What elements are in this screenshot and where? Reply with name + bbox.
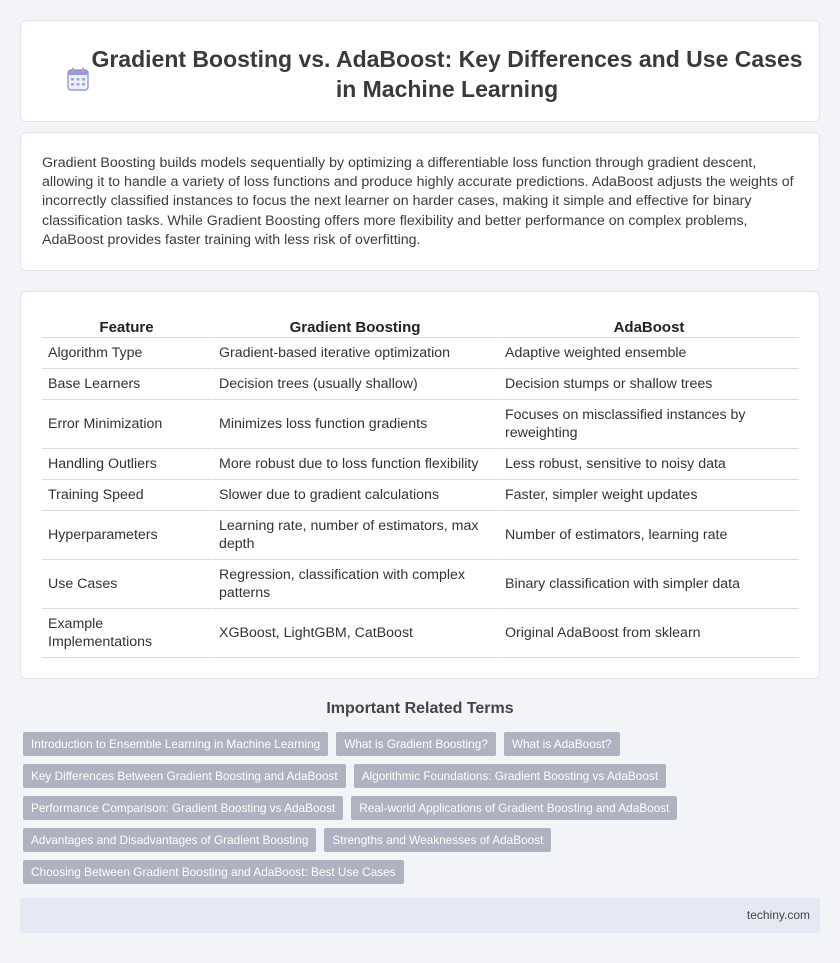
tag-row [23,860,703,884]
site-name: techiny.com [746,908,810,922]
gradient-boosting-cell: Slower due to gradient calculations [213,480,499,511]
column-header-gradient-boosting: Gradient Boosting [213,314,499,338]
gradient-boosting-cell: Learning rate, number of estimators, max depth [213,511,499,560]
adaboost-cell: Faster, simpler weight updates [499,480,799,511]
page-title: Gradient Boosting vs. AdaBoost: Key Differences and Use Cases in Machine Learning [91,46,803,102]
column-header-adaboost: AdaBoost [499,314,799,338]
table-row [42,560,799,609]
footer [20,898,820,933]
related-terms-heading: Important Related Terms [326,700,514,717]
feature-cell: Hyperparameters [42,511,213,560]
adaboost-cell: Decision stumps or shallow trees [499,369,799,400]
related-term-tag[interactable]: Advantages and Disadvantages of Gradient Boosting [23,828,316,852]
adaboost-cell: Adaptive weighted ensemble [499,338,799,369]
comparison-table-card [20,291,820,679]
related-term-tag[interactable]: Choosing Between Gradient Boosting and AdaBoost: Best Use Cases [23,860,404,884]
gradient-boosting-cell: XGBoost, LightGBM, CatBoost [213,609,499,658]
adaboost-cell: Binary classification with simpler data [499,560,799,609]
table-row [42,449,799,480]
related-term-tag[interactable]: Introduction to Ensemble Learning in Machine Learning [23,732,328,756]
table-row [42,480,799,511]
title-card [20,20,820,122]
adaboost-cell: Less robust, sensitive to noisy data [499,449,799,480]
table-header-row [42,314,799,338]
table-row [42,511,799,560]
feature-cell: Use Cases [42,560,213,609]
tag-row [23,796,703,820]
intro-card [20,132,820,271]
gradient-boosting-cell: More robust due to loss function flexibility [213,449,499,480]
adaboost-cell: Number of estimators, learning rate [499,511,799,560]
related-term-tag[interactable]: Performance Comparison: Gradient Boosting vs AdaBoost [23,796,343,820]
related-term-tag[interactable]: Real-world Applications of Gradient Boosting and AdaBoost [351,796,677,820]
tag-row [23,732,703,756]
table-row [42,369,799,400]
related-terms-list [23,732,703,892]
gradient-boosting-cell: Decision trees (usually shallow) [213,369,499,400]
column-header-feature: Feature [42,314,213,338]
table-row [42,338,799,369]
related-term-tag[interactable]: What is AdaBoost? [504,732,620,756]
feature-cell: Algorithm Type [42,338,213,369]
feature-cell: Handling Outliers [42,449,213,480]
related-term-tag[interactable]: Key Differences Between Gradient Boosting and AdaBoost [23,764,346,788]
gradient-boosting-cell: Regression, classification with complex patterns [213,560,499,609]
feature-cell: Example Implementations [42,609,213,658]
tag-row [23,764,703,788]
table-row [42,400,799,449]
intro-paragraph: Gradient Boosting builds models sequentially by optimizing a differentiable loss function through gradient descent, allowing it to handle a variety of loss functions and produce highly accurate predictions. AdaBoost adjusts the weights of incorrectly classified instances to focus the next learner on harder cases, making it simple and effective for binary classification tasks. While Gradient Boosting offers more flexibility and better performance on complex problems, AdaBoost provides faster training with less risk of overfitting. [42,155,794,248]
table-row [42,609,799,658]
feature-cell: Base Learners [42,369,213,400]
comparison-table [42,314,799,658]
gradient-boosting-cell: Gradient-based iterative optimization [213,338,499,369]
related-term-tag[interactable]: Strengths and Weaknesses of AdaBoost [324,828,551,852]
feature-cell: Error Minimization [42,400,213,449]
gradient-boosting-cell: Minimizes loss function gradients [213,400,499,449]
tag-row [23,828,703,852]
related-term-tag[interactable]: What is Gradient Boosting? [336,732,496,756]
related-term-tag[interactable]: Algorithmic Foundations: Gradient Boosting vs AdaBoost [354,764,666,788]
adaboost-cell: Original AdaBoost from sklearn [499,609,799,658]
adaboost-cell: Focuses on misclassified instances by reweighting [499,400,799,449]
feature-cell: Training Speed [42,480,213,511]
